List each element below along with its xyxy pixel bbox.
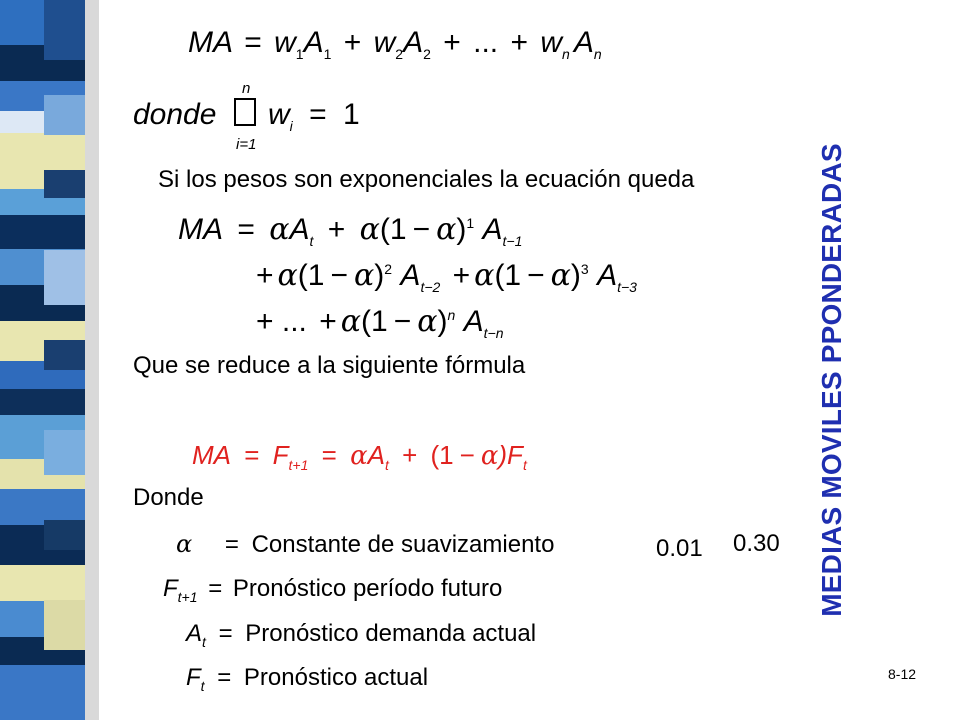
formula-subscript: t+1	[288, 457, 309, 474]
formula-term: A	[186, 620, 203, 647]
formula-subscript: 1	[323, 46, 332, 62]
formula-term: )	[570, 259, 581, 292]
formula-term: A	[573, 26, 594, 59]
definition-text: Pronóstico demanda actual	[245, 620, 537, 647]
formula-subscript: t	[309, 233, 314, 249]
formula-operator: =	[244, 26, 262, 59]
formula-term: w	[274, 26, 296, 59]
formula-subscript: t−3	[617, 279, 637, 295]
formula-operator: +	[343, 26, 362, 59]
definition-text: Pronóstico período futuro	[232, 575, 503, 602]
formula-term: (1	[361, 305, 388, 338]
formula-subscript: 1	[295, 46, 304, 62]
formula-term: F	[186, 664, 201, 691]
formula-subscript: t	[384, 457, 389, 474]
formula-exponential-line-1	[178, 212, 522, 249]
formula-operator: +	[256, 259, 274, 292]
alpha-symbol: α	[350, 441, 368, 471]
formula-term: (1	[494, 259, 522, 292]
formula-operator: −	[527, 259, 545, 292]
formula-term: F	[163, 575, 178, 602]
alpha-symbol: α	[354, 258, 375, 293]
formula-term: A	[289, 213, 310, 246]
alpha-symbol: α	[269, 212, 290, 247]
formula-operator: +	[452, 259, 471, 292]
formula-term: w	[268, 98, 290, 131]
summation-symbol-placeholder	[234, 98, 256, 126]
definition-f-t	[186, 664, 428, 694]
alpha-symbol: α	[436, 212, 457, 247]
formula-operator: +	[319, 305, 337, 338]
formula-term: (1	[297, 259, 325, 292]
formula-operator: −	[459, 440, 475, 470]
formula-operator: =	[218, 620, 233, 647]
formula-term: w	[373, 26, 396, 59]
definition-a-t	[186, 620, 536, 650]
formula-operator: −	[412, 213, 431, 246]
formula-operator: −	[393, 305, 412, 338]
formula-term: )F	[498, 440, 523, 470]
formula-term: (1	[379, 213, 407, 246]
formula-exponential-smoothing	[192, 440, 527, 473]
alpha-symbol: α	[417, 304, 438, 339]
formula-weights-sum	[268, 98, 360, 134]
sum-lower-limit: i=1	[236, 136, 257, 153]
formula-subscript: t	[200, 677, 205, 694]
formula-term: F	[272, 440, 289, 470]
formula-term: w	[540, 26, 563, 59]
formula-operator: =	[244, 440, 260, 470]
formula-term: A	[303, 26, 324, 59]
formula-exponent: 1	[466, 215, 475, 231]
formula-term: A	[597, 259, 618, 292]
formula-operator: =	[208, 575, 223, 602]
formula-operator: +	[327, 213, 346, 246]
text-reduces-to: Que se reduce a la siguiente fórmula	[133, 352, 526, 379]
formula-term: A	[463, 305, 484, 338]
definition-text: Pronóstico actual	[243, 664, 429, 691]
alpha-symbol: α	[474, 258, 495, 293]
alpha-symbol: α	[480, 441, 499, 471]
formula-term: MA	[192, 440, 231, 470]
formula-operator: =	[321, 440, 337, 470]
formula-operator: +	[256, 305, 274, 338]
formula-subscript: n	[593, 46, 602, 62]
alpha-symbol: α	[277, 258, 298, 293]
formula-term: A	[482, 213, 503, 246]
formula-subscript: 2	[423, 46, 431, 62]
value-low: 0.01	[656, 535, 703, 562]
definition-alpha	[176, 530, 554, 559]
formula-subscript: t−n	[483, 325, 504, 341]
slide-title: MEDIAS MOVILES PPONDERADAS	[816, 143, 847, 617]
formula-operator: +	[443, 26, 461, 59]
formula-term: A	[403, 26, 424, 59]
formula-subscript: i	[289, 118, 293, 134]
formula-operator: −	[330, 259, 349, 292]
page-number: 8-12	[888, 666, 917, 682]
formula-term: 1	[343, 98, 360, 131]
formula-term: )	[456, 213, 467, 246]
formula-subscript: t−2	[420, 279, 441, 295]
formula-term: )	[374, 259, 385, 292]
formula-term: )	[437, 305, 448, 338]
formula-exponent: 3	[580, 261, 589, 277]
formula-operator: =	[224, 531, 239, 558]
alpha-symbol: α	[340, 304, 362, 339]
formula-term: (1	[430, 440, 454, 470]
alpha-symbol: α	[359, 212, 380, 247]
formula-ellipsis: ...	[281, 305, 307, 338]
formula-ellipsis: ...	[473, 26, 499, 59]
formula-exponential-line-2	[256, 258, 637, 295]
formula-operator: =	[217, 664, 232, 691]
formula-term: A	[367, 440, 385, 470]
sum-upper-limit: n	[242, 80, 251, 97]
formula-exponent: n	[447, 307, 456, 323]
formula-weighted-ma	[188, 26, 602, 62]
formula-operator: +	[510, 26, 528, 59]
donde-label: donde	[133, 98, 217, 131]
formula-term: A	[400, 259, 421, 292]
formula-subscript: 2	[395, 46, 404, 62]
definition-f-t-plus-1	[163, 575, 502, 605]
alpha-symbol: α	[550, 258, 571, 293]
formula-operator: +	[402, 440, 418, 470]
formula-subscript: t+1	[177, 588, 198, 605]
formula-exponent: 2	[384, 261, 393, 277]
formula-term: MA	[188, 26, 232, 59]
formula-subscript: t−1	[502, 233, 523, 249]
text-donde: Donde	[133, 484, 204, 511]
formula-term: MA	[178, 213, 223, 246]
formula-operator: =	[237, 213, 255, 246]
formula-subscript: t	[522, 457, 527, 474]
alpha-symbol: α	[176, 530, 193, 558]
text-exponential-weights: Si los pesos son exponenciales la ecuación queda	[158, 166, 695, 193]
formula-operator: =	[309, 98, 327, 131]
formula-subscript: n	[562, 46, 570, 62]
formula-subscript: t	[202, 633, 206, 650]
value-high: 0.30	[733, 530, 780, 557]
decorative-stripe	[0, 0, 85, 720]
formula-exponential-line-3	[256, 304, 504, 341]
definition-text: Constante de suavizamiento	[251, 531, 555, 558]
